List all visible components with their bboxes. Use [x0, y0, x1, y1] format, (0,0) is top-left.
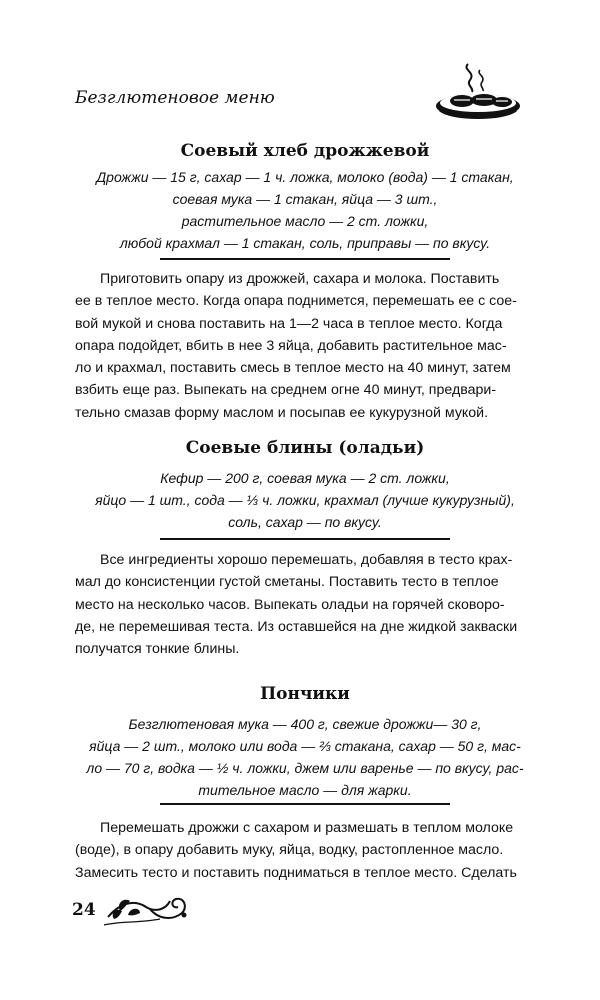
instructions-text	[75, 268, 535, 424]
ingredients-line: Кефир — 200 г, соевая мука — 2 ст. ложки,	[160, 470, 450, 486]
ingredients-line: ло — 70 г, водка — ½ ч. ложки, джем или варенье — по вкусу, рас-	[86, 760, 524, 776]
instructions-text	[75, 817, 535, 884]
instructions-line: Все ингредиенты хорошо перемешать, добавляя в тесто крах-	[100, 552, 513, 568]
ingredients-line: Дрожжи — 15 г, сахар — 1 ч. ложка, молоко (вода) — 1 стакан,	[96, 169, 514, 185]
divider	[160, 258, 450, 260]
instructions-line: Приготовить опару из дрожжей, сахара и молока. Поставить	[100, 271, 500, 287]
instructions-line: мал до консистенции густой сметаны. Поставить тесто в теплое	[75, 574, 499, 591]
instructions-line: ее в теплое место. Когда опара поднимется, перемешать ее с сое-	[75, 293, 517, 310]
instructions-line: Замесить тесто и поставить подниматься в теплое место. Сделать	[75, 864, 517, 881]
floral-ornament-icon	[100, 885, 200, 931]
ingredients-list	[75, 713, 535, 801]
ingredients-line: яйца — 2 шт., молоко или вода — ⅔ стакана, сахар — 50 г, мас-	[89, 738, 521, 754]
ingredients-line: Безглютеновая мука — 400 г, свежие дрожжи— 30 г,	[128, 716, 482, 732]
instructions-line: ло и крахмал, поставить смесь в теплое место на 40 минут, затем	[75, 360, 511, 377]
instructions-line: тельно смазав форму маслом и посыпав ее кукурузной мукой.	[75, 404, 489, 421]
ingredients-line: любой крахмал — 1 стакан, соль, приправы — по вкусу.	[119, 235, 491, 251]
ingredients-line: соевая мука — 1 стакан, яйца — 3 шт.,	[172, 191, 438, 207]
instructions-text	[75, 549, 535, 660]
divider	[160, 538, 450, 540]
divider	[160, 803, 450, 805]
instructions-line: место на несколько часов. Выпекать оладьи на горячей сковоро-	[75, 596, 505, 613]
page-number: 24	[72, 900, 96, 920]
instructions-line: вой мукой и снова поставить на 1—2 часа в теплое место. Когда	[75, 315, 503, 332]
ingredients-line: соль, сахар — по вкусу.	[228, 514, 382, 530]
ingredients-list	[75, 166, 535, 254]
instructions-line: де, не перемешивая теста. Из оставшейся на дне жидкой закваски	[75, 618, 518, 635]
instructions-line: (воде), в опару добавить муку, яйца, водку, растопленное масло.	[75, 842, 504, 859]
ingredients-list	[75, 467, 535, 533]
instructions-line: Перемешать дрожжи с сахаром и размешать в теплом молоке	[100, 820, 514, 836]
instructions-line: опара подойдет, вбить в нее 3 яйца, добавить растительное мас-	[75, 337, 507, 354]
ingredients-line: тительное масло — для жарки.	[198, 782, 412, 798]
recipe-title: Пончики	[260, 684, 350, 704]
instructions-line: получатся тонкие блины.	[75, 641, 240, 658]
recipe-title: Соевые блины (оладьи)	[185, 438, 425, 458]
section-header: Безглютеновое меню	[75, 88, 275, 108]
instructions-line: взбить еще раз. Выпекать на среднем огне 40 минут, предвари-	[75, 382, 497, 399]
recipe-title: Соевый хлеб дрожжевой	[180, 141, 430, 161]
dish-icon	[432, 58, 524, 130]
ingredients-line: яйцо — 1 шт., сода — ⅓ ч. ложки, крахмал (лучше кукурузный),	[95, 492, 515, 508]
ingredients-line: растительное масло — 2 ст. ложки,	[181, 213, 429, 229]
